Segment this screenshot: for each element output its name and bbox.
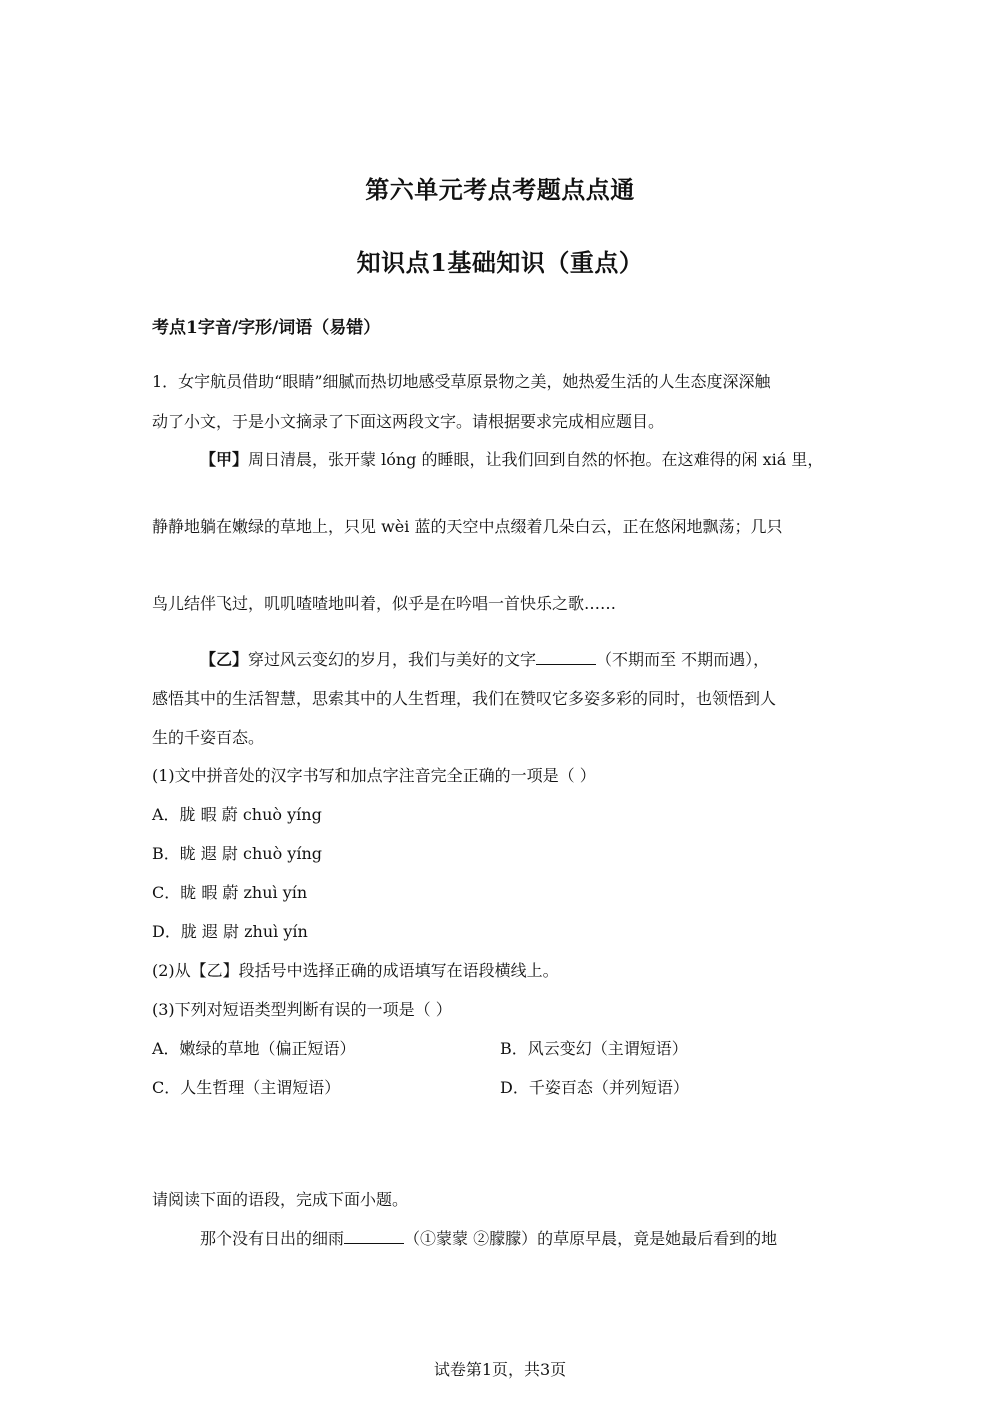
q1-sub2: (2)从【乙】段括号中选择正确的成语填写在语段横线上。: [152, 961, 559, 980]
q1-jia-line1: [200, 450, 823, 470]
page-subtitle: 知识点1基础知识（重点）: [356, 248, 644, 277]
sub1-option-a[interactable]: A．胧 暇 蔚 chuò yíng: [152, 805, 322, 824]
sub3-option-d[interactable]: D．千姿百态（并列短语）: [500, 1078, 689, 1097]
q1-yi-line3: 生的千姿百态。: [152, 728, 265, 747]
q1-sub1: (1)文中拼音处的汉字书写和加点字注音完全正确的一项是（ ）: [152, 766, 596, 785]
q1-jia-line2: 静静地躺在嫩绿的草地上，只见 wèi 蓝的天空中点缀着几朵白云，正在悠闲地飘荡；几只: [152, 517, 783, 536]
q1-jia-line3: 鸟儿结伴飞过，叽叽喳喳地叫着，似乎是在吟唱一首快乐之歌……: [152, 594, 617, 613]
q1-yi-line2: 感悟其中的生活智慧，思索其中的人生哲理，我们在赞叹它多姿多彩的同时，也领悟到人: [152, 689, 777, 708]
answer-blank-1[interactable]: [536, 650, 596, 665]
section-heading: 考点1字音/字形/词语（易错）: [152, 318, 381, 338]
sub3-option-c[interactable]: C．人生哲理（主谓短语）: [152, 1078, 341, 1097]
q1-stem-line1: 1．女宇航员借助“眼睛”细腻而热切地感受草原景物之美，她热爱生活的人生态度深深触: [152, 372, 771, 391]
q2-text-1a: 那个没有日出的细雨: [200, 1229, 345, 1248]
answer-blank-2[interactable]: [344, 1229, 404, 1244]
sub3-option-b[interactable]: B．风云变幻（主谓短语）: [500, 1039, 688, 1058]
yi-text-1a: 穿过风云变幻的岁月，我们与美好的文字: [248, 650, 537, 669]
q1-sub3: (3)下列对短语类型判断有误的一项是（ ）: [152, 1000, 452, 1019]
q1-stem-line2: 动了小文，于是小文摘录了下面这两段文字。请根据要求完成相应题目。: [152, 412, 665, 431]
sub3-option-a[interactable]: A．嫩绿的草地（偏正短语）: [152, 1039, 356, 1058]
yi-mark: 【乙】: [200, 650, 249, 669]
yi-text-1b: （不期而至 不期而遇），: [596, 650, 770, 669]
jia-mark: 【甲】: [200, 450, 249, 469]
sub1-option-c[interactable]: C．眬 暇 蔚 zhuì yín: [152, 883, 308, 902]
q2-line1: [200, 1229, 777, 1249]
page-footer: 试卷第1页，共3页: [433, 1360, 567, 1379]
q2-intro: 请阅读下面的语段，完成下面小题。: [152, 1190, 409, 1209]
q1-yi-line1: [200, 650, 769, 670]
jia-text-1: 周日清晨，张开蒙 lóng 的睡眼，让我们回到自然的怀抱。在这难得的闲 xiá 里，: [248, 450, 824, 469]
sub1-option-b[interactable]: B．眬 遐 尉 chuò yíng: [152, 844, 323, 863]
page-title: 第六单元考点考题点点通: [365, 175, 635, 204]
q2-text-1b: （①蒙蒙 ②朦朦）的草原早晨，竟是她最后看到的地: [404, 1229, 778, 1248]
sub1-option-d[interactable]: D．胧 遐 尉 zhuì yín: [152, 922, 308, 941]
